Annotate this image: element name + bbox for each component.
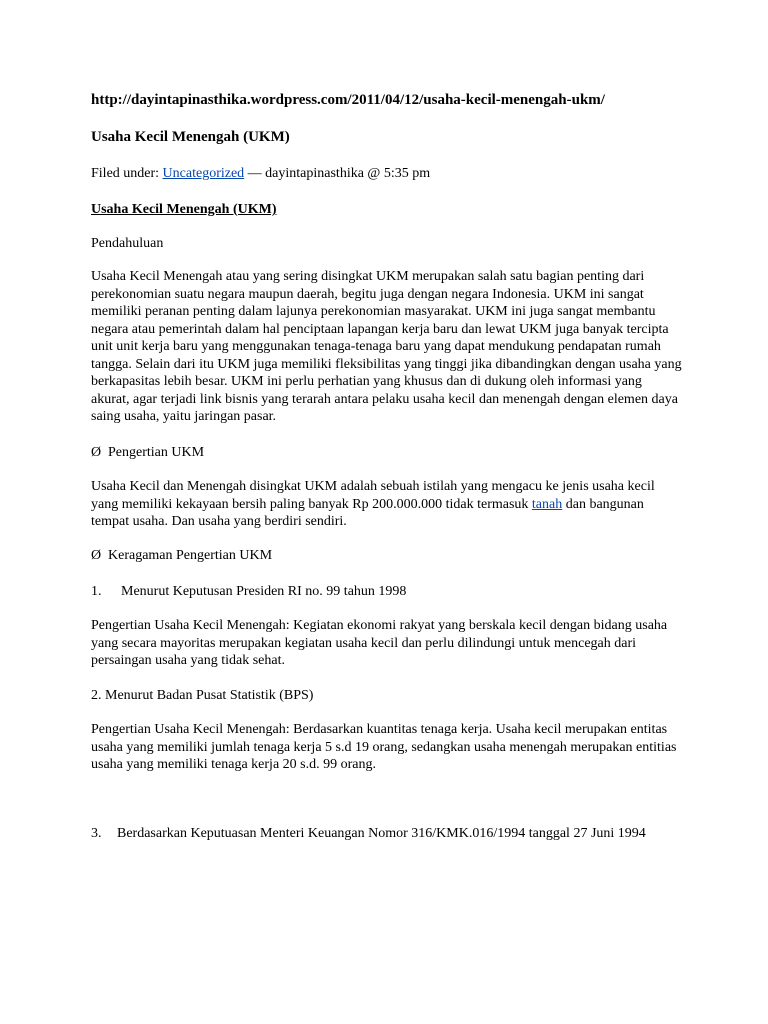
bullet-heading-text: Keragaman Pengertian UKM — [108, 548, 273, 563]
list-item-2: 2. Menurut Badan Pusat Statistik (BPS) — [91, 688, 314, 703]
bullet-symbol: Ø — [91, 445, 102, 460]
bullet-heading-pengertian — [91, 444, 683, 462]
intro-heading: Pendahuluan — [91, 236, 164, 251]
bullet-heading-text: Pengertian UKM — [108, 445, 205, 460]
list-item-text: Menurut Keputusan Presiden RI no. 99 tahun 1998 — [121, 584, 407, 599]
bullet-heading-keragaman — [91, 547, 683, 565]
page-title: Usaha Kecil Menengah (UKM) — [91, 129, 290, 145]
list-item-1 — [91, 583, 683, 601]
filed-under-line — [91, 165, 683, 183]
source-url: http://dayintapinasthika.wordpress.com/2011/04/12/usaha-kecil-menengah-ukm/ — [91, 92, 605, 108]
intro-paragraph: Usaha Kecil Menengah atau yang sering disingkat UKM merupakan salah satu bagian penting dari perekonomian suatu negara maupun daerah, begitu juga dengan negara Indonesia. UKM ini sangat memiliki peranan penting dalam lajunya perekonomian masyarakat. UKM ini juga sangat membantu negara atau pemerintah dalam hal penciptaan lapangan kerja baru dan lewat UKM juga banyak tercipta unit unit kerja baru yang menggunakan tenaga-tenaga baru yang dapat mendukung pendapatan rumah tangga. Selain dari itu UKM juga memiliki fleksibilitas yang tinggi jika dibandingkan dengan usaha yang berkapasitas lebih besar. UKM ini perlu perhatian yang khusus dan di dukung oleh informasi yang akurat, agar terjadi link bisnis yang terarah antara pelaku usaha kecil dan menengah dengan elemen daya saing usaha, yaitu jaringan pasar. — [91, 269, 682, 424]
definition-text-after: dan bangunan tempat usaha. Dan usaha yang berdiri sendiri. — [91, 496, 644, 529]
list-item-3 — [91, 825, 683, 843]
filed-prefix: Filed under: — [91, 166, 163, 181]
list-number: 3. — [91, 826, 102, 841]
bullet-symbol: Ø — [91, 548, 102, 563]
definition-text-before: Usaha Kecil dan Menengah disingkat UKM adalah sebuah istilah yang mengacu ke jenis usaha kecil yang memiliki kekayaan bersih paling banyak Rp 200.000.000 tidak termasuk — [91, 479, 655, 512]
article-subtitle: Usaha Kecil Menengah (UKM) — [91, 202, 277, 217]
keppres-paragraph: Pengertian Usaha Kecil Menengah: Kegiatan ekonomi rakyat yang berskala kecil dengan bidang usaha yang secara mayoritas merupakan kegiatan usaha kecil dan perlu dilindungi untuk mencegah dari persaingan usaha yang tidak sehat. — [91, 618, 668, 668]
list-number: 1. — [91, 584, 102, 599]
bps-paragraph: Pengertian Usaha Kecil Menengah: Berdasarkan kuantitas tenaga kerja. Usaha kecil merupakan entitas usaha yang memiliki jumlah tenaga kerja 5 s.d 19 orang, sedangkan usaha menengah merupakan entitias usaha yang memiliki tenaga kerja 20 s.d. 99 orang. — [91, 722, 677, 772]
definition-paragraph — [91, 478, 683, 531]
list-item-text: Berdasarkan Keputuasan Menteri Keuangan Nomor 316/KMK.016/1994 tanggal 27 Juni 1994 — [117, 826, 646, 841]
author-time: — dayintapinasthika @ 5:35 pm — [244, 166, 431, 181]
category-link[interactable]: Uncategorized — [162, 166, 245, 181]
tanah-link[interactable]: tanah — [531, 496, 563, 512]
